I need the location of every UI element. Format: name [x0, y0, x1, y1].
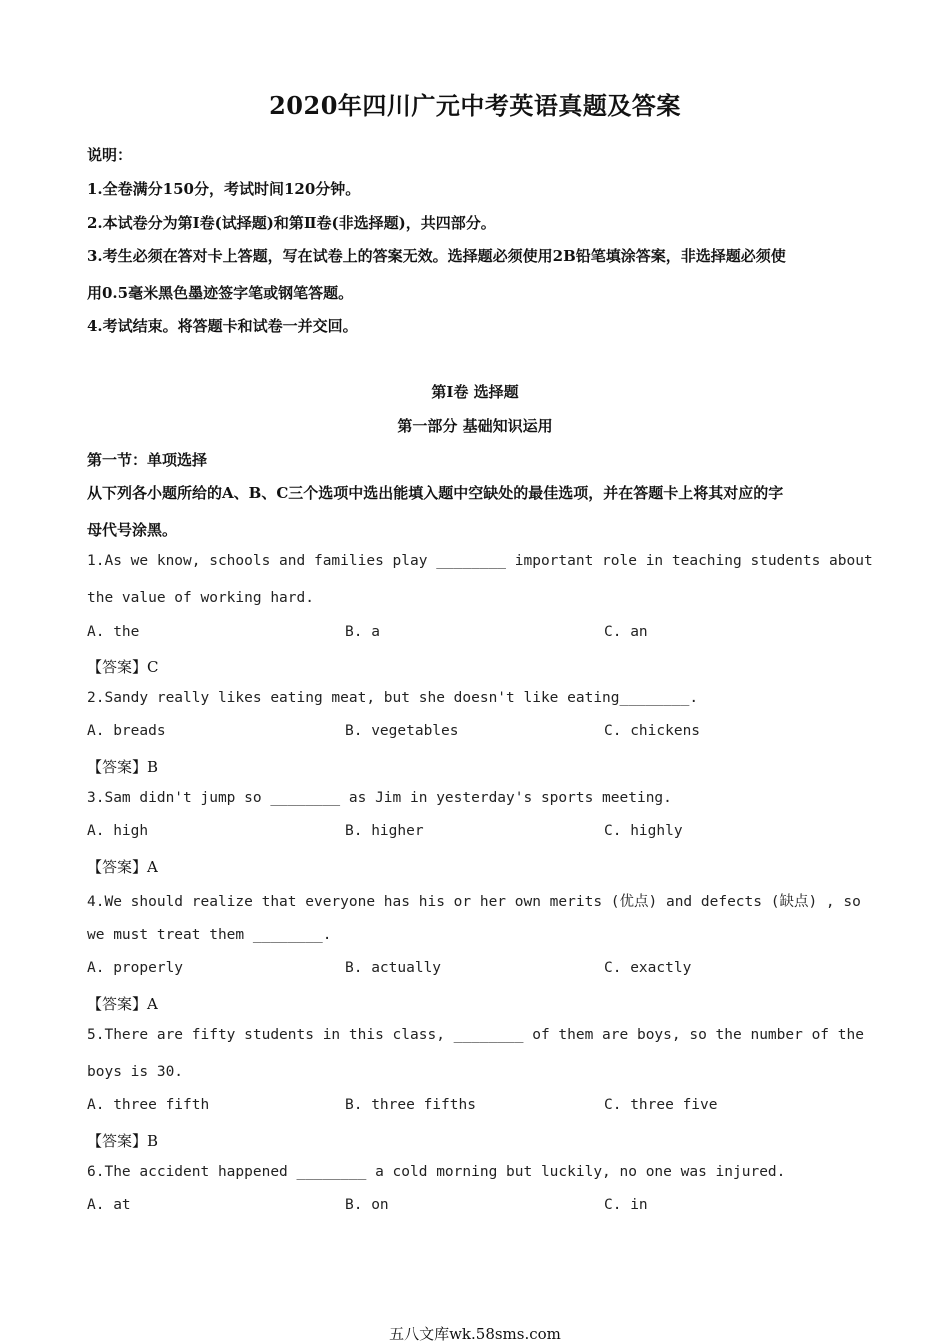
question-text: 4.We should realize that everyone has his or her own merits (优点) and defects (缺点) , so — [87, 894, 861, 910]
volume-heading: 第Ⅰ卷 选择题 — [431, 383, 519, 401]
instruction-item: 4.考试结束。将答题卡和试卷一并交回。 — [87, 317, 358, 335]
directions: 从下列各小题所给的A、B、C三个选项中选出能填入题中空缺处的最佳选项，并在答题卡上将其对应的字 — [87, 484, 784, 502]
question-text: 3.Sam didn't jump so ________ as Jim in yesterday's sports meeting. — [87, 790, 672, 806]
instructions-heading: 说明： — [87, 146, 133, 164]
option-b: B. on — [345, 1197, 389, 1213]
answer: 【答案】C — [87, 658, 159, 676]
option-a: A. high — [87, 823, 149, 839]
directions: 母代号涂黑。 — [87, 521, 178, 539]
option-b: B. vegetables — [345, 723, 459, 739]
option-c: C. three five — [604, 1097, 718, 1113]
answer: 【答案】A — [87, 858, 158, 876]
option-c: C. in — [604, 1197, 648, 1213]
option-a: A. the — [87, 624, 140, 640]
instruction-item: 1.全卷满分150分，考试时间120分钟。 — [87, 180, 361, 198]
option-b: B. a — [345, 624, 380, 640]
instruction-item: 用0.5毫米黑色墨迹签字笔或钢笔答题。 — [87, 284, 354, 302]
subsection-heading: 第一节：单项选择 — [87, 451, 208, 469]
option-c: C. chickens — [604, 723, 701, 739]
question-text: 5.There are fifty students in this class, ________ of them are boys, so the number of the — [87, 1027, 864, 1043]
option-c: C. an — [604, 624, 648, 640]
footer-watermark: 五八文库wk.58sms.com — [389, 1325, 561, 1343]
answer: 【答案】B — [87, 758, 159, 776]
instruction-item: 3.考生必须在答对卡上答题，写在试卷上的答案无效。选择题必须使用2B铅笔填涂答案，非选择题必须使 — [87, 247, 786, 265]
answer: 【答案】A — [87, 995, 158, 1013]
part-heading: 第一部分 基础知识运用 — [397, 417, 553, 435]
option-a: A. breads — [87, 723, 166, 739]
option-c: C. exactly — [604, 960, 692, 976]
question-text: 2.Sandy really likes eating meat, but she doesn't like eating________. — [87, 690, 699, 706]
option-b: B. actually — [345, 960, 442, 976]
instruction-item: 2.本试卷分为第Ⅰ卷(试择题)和第Ⅱ卷(非选择题)，共四部分。 — [87, 214, 496, 232]
question-text: boys is 30. — [87, 1064, 184, 1080]
question-text: 1.As we know, schools and families play ________ important role in teaching students about — [87, 553, 873, 569]
page-title: 2020年四川广元中考英语真题及答案 — [269, 91, 681, 120]
option-a: A. at — [87, 1197, 131, 1213]
option-b: B. higher — [345, 823, 424, 839]
option-c: C. highly — [604, 823, 683, 839]
answer: 【答案】B — [87, 1132, 159, 1150]
question-text: the value of working hard. — [87, 590, 314, 606]
question-text: we must treat them ________. — [87, 927, 332, 943]
option-a: A. three fifth — [87, 1097, 210, 1113]
option-b: B. three fifths — [345, 1097, 476, 1113]
option-a: A. properly — [87, 960, 184, 976]
question-text: 6.The accident happened ________ a cold morning but luckily, no one was injured. — [87, 1164, 786, 1180]
